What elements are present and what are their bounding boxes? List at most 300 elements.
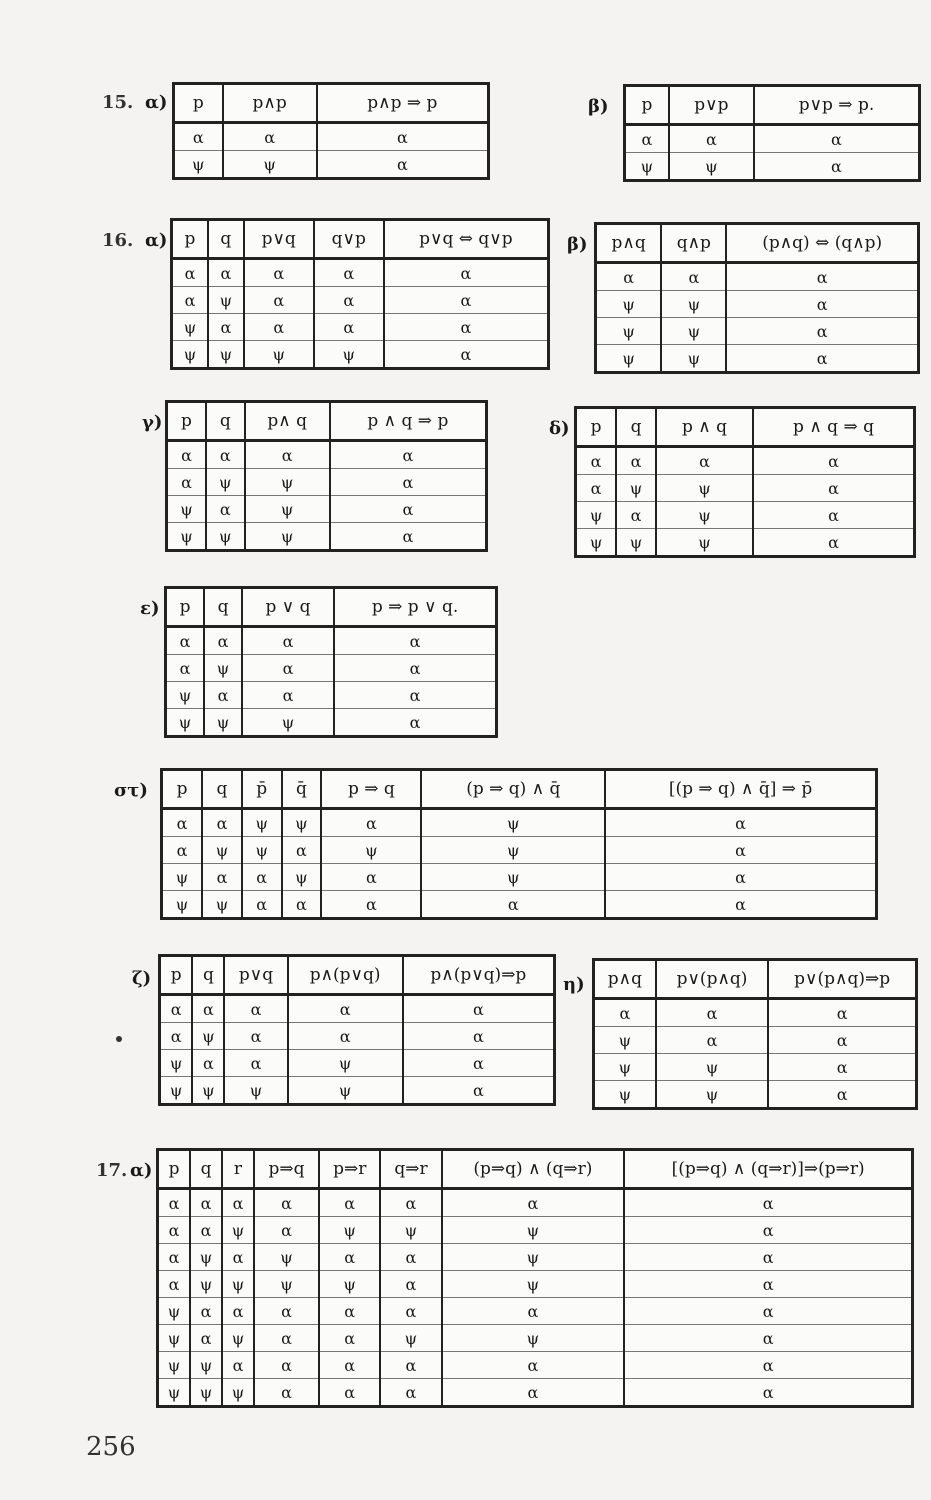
- truth-value-cell: α: [242, 864, 282, 891]
- truth-value-cell: ψ: [319, 1217, 380, 1244]
- truth-value-cell: α: [319, 1189, 380, 1217]
- truth-value-cell: α: [661, 263, 726, 291]
- truth-value-cell: α: [384, 259, 549, 287]
- truth-value-cell: α: [222, 1352, 254, 1379]
- truth-value-cell: α: [442, 1379, 625, 1407]
- truth-value-cell: α: [192, 1050, 224, 1077]
- truth-value-cell: α: [605, 809, 876, 837]
- truth-value-cell: ψ: [254, 1244, 319, 1271]
- column-header: p⇒r: [319, 1150, 380, 1189]
- label-16c: γ): [142, 412, 163, 433]
- truth-value-cell: α: [754, 125, 920, 153]
- table-row: [160, 1023, 555, 1050]
- truth-value-cell: α: [204, 682, 242, 709]
- truth-value-cell: α: [616, 502, 656, 529]
- truth-value-cell: ψ: [172, 341, 209, 369]
- column-header: q: [208, 220, 244, 259]
- table-row: [166, 655, 497, 682]
- truth-value-cell: α: [319, 1325, 380, 1352]
- truth-value-cell: ψ: [223, 151, 317, 179]
- truth-value-cell: α: [384, 314, 549, 341]
- truth-value-cell: α: [254, 1379, 319, 1407]
- table-row: [162, 891, 877, 919]
- truth-value-cell: ψ: [160, 1050, 193, 1077]
- column-header: q∨p: [314, 220, 384, 259]
- truth-value-cell: α: [330, 523, 487, 551]
- column-header: q: [206, 402, 245, 441]
- table-row: [158, 1325, 913, 1352]
- truth-value-cell: ψ: [174, 151, 223, 179]
- truth-value-cell: α: [656, 1027, 769, 1054]
- column-header: p∧q: [596, 224, 662, 263]
- table-row: [158, 1298, 913, 1325]
- table-row: [166, 682, 497, 709]
- table-row: [160, 1077, 555, 1105]
- column-header: p∨(p∧q): [656, 960, 769, 999]
- truth-value-cell: α: [334, 655, 496, 682]
- truth-value-cell: α: [334, 627, 496, 655]
- truth-value-cell: α: [319, 1379, 380, 1407]
- truth-table-16d: [574, 406, 916, 558]
- label-16b: β): [567, 234, 588, 255]
- truth-value-cell: α: [625, 125, 669, 153]
- table-row: [162, 837, 877, 864]
- truth-value-cell: ψ: [202, 837, 242, 864]
- label-15a: α): [145, 92, 168, 113]
- truth-value-cell: α: [224, 1050, 287, 1077]
- truth-value-cell: α: [669, 125, 754, 153]
- table-row: [625, 125, 920, 153]
- truth-value-cell: ψ: [204, 655, 242, 682]
- column-header: p: [166, 588, 205, 627]
- truth-value-cell: α: [576, 447, 617, 475]
- column-header: p∨(p∧q)⇒p: [768, 960, 916, 999]
- truth-value-cell: α: [442, 1189, 625, 1217]
- truth-value-cell: ψ: [596, 318, 662, 345]
- truth-value-cell: α: [334, 709, 496, 737]
- truth-value-cell: α: [254, 1325, 319, 1352]
- truth-value-cell: α: [624, 1352, 912, 1379]
- truth-value-cell: ψ: [254, 1271, 319, 1298]
- label-17a: α): [130, 1160, 153, 1181]
- truth-value-cell: α: [166, 627, 205, 655]
- truth-value-cell: ψ: [656, 475, 753, 502]
- table-row: [596, 263, 919, 291]
- truth-value-cell: α: [223, 123, 317, 151]
- truth-table-16b: [594, 222, 920, 374]
- truth-value-cell: ψ: [167, 496, 207, 523]
- truth-value-cell: α: [202, 864, 242, 891]
- truth-value-cell: α: [726, 263, 918, 291]
- table-row: [162, 809, 877, 837]
- column-header: q: [190, 1150, 222, 1189]
- truth-value-cell: α: [206, 441, 245, 469]
- truth-value-cell: ψ: [242, 837, 282, 864]
- truth-value-cell: α: [753, 475, 914, 502]
- column-header: p∨q ⇔ q∨p: [384, 220, 549, 259]
- column-header: p: [625, 86, 669, 125]
- column-header: p∧q: [594, 960, 656, 999]
- exercise-number-15: 15.: [102, 92, 134, 113]
- table-row: [167, 496, 487, 523]
- truth-value-cell: ψ: [442, 1325, 625, 1352]
- truth-value-cell: α: [754, 153, 920, 181]
- truth-value-cell: α: [208, 314, 244, 341]
- truth-value-cell: ψ: [204, 709, 242, 737]
- truth-value-cell: α: [288, 995, 403, 1023]
- truth-value-cell: ψ: [224, 1077, 287, 1105]
- column-header: p ∧ q: [656, 408, 753, 447]
- truth-value-cell: α: [442, 1352, 625, 1379]
- column-header: q̄: [282, 770, 322, 809]
- table-row: [162, 864, 877, 891]
- truth-value-cell: ψ: [206, 523, 245, 551]
- truth-value-cell: α: [624, 1244, 912, 1271]
- truth-value-cell: α: [202, 809, 242, 837]
- column-header: p: [158, 1150, 191, 1189]
- exercise-number-16: 16.: [102, 230, 134, 251]
- truth-value-cell: ψ: [206, 469, 245, 496]
- table-row: [174, 123, 489, 151]
- truth-value-cell: α: [317, 123, 489, 151]
- truth-table-16a: [170, 218, 550, 370]
- truth-value-cell: ψ: [282, 864, 322, 891]
- truth-value-cell: α: [242, 682, 334, 709]
- truth-value-cell: α: [190, 1189, 222, 1217]
- truth-value-cell: α: [317, 151, 489, 179]
- table-row: [158, 1244, 913, 1271]
- truth-value-cell: α: [380, 1298, 441, 1325]
- column-header: p∨p ⇒ p.: [754, 86, 920, 125]
- truth-value-cell: ψ: [222, 1217, 254, 1244]
- table-row: [594, 1054, 917, 1081]
- truth-value-cell: α: [330, 496, 487, 523]
- truth-value-cell: α: [206, 496, 245, 523]
- table-row: [158, 1217, 913, 1244]
- truth-value-cell: ψ: [172, 314, 209, 341]
- truth-value-cell: α: [204, 627, 242, 655]
- truth-value-cell: α: [244, 287, 314, 314]
- label-16a: α): [145, 230, 168, 251]
- truth-value-cell: α: [158, 1244, 191, 1271]
- truth-value-cell: α: [245, 441, 330, 469]
- truth-value-cell: α: [208, 259, 244, 287]
- truth-value-cell: ψ: [245, 469, 330, 496]
- truth-value-cell: α: [605, 837, 876, 864]
- truth-value-cell: α: [192, 995, 224, 1023]
- truth-value-cell: α: [224, 995, 287, 1023]
- table-row: [576, 502, 915, 529]
- truth-value-cell: ψ: [222, 1271, 254, 1298]
- column-header: r: [222, 1150, 254, 1189]
- table-row: [625, 153, 920, 181]
- truth-value-cell: ψ: [380, 1325, 441, 1352]
- label-16d: δ): [549, 418, 570, 439]
- column-header: p ∧ q ⇒ p: [330, 402, 487, 441]
- truth-value-cell: α: [624, 1298, 912, 1325]
- truth-value-cell: α: [421, 891, 605, 919]
- truth-value-cell: α: [656, 999, 769, 1027]
- table-row: [596, 345, 919, 373]
- truth-value-cell: ψ: [442, 1271, 625, 1298]
- label-15b: β): [588, 96, 609, 117]
- truth-value-cell: α: [190, 1298, 222, 1325]
- table-row: [576, 447, 915, 475]
- table-row: [158, 1271, 913, 1298]
- truth-value-cell: α: [162, 837, 203, 864]
- truth-value-cell: α: [222, 1189, 254, 1217]
- truth-value-cell: α: [616, 447, 656, 475]
- table-row: [594, 1027, 917, 1054]
- truth-value-cell: α: [380, 1189, 441, 1217]
- column-header: p ⇒ q: [321, 770, 421, 809]
- truth-value-cell: α: [190, 1217, 222, 1244]
- truth-value-cell: α: [224, 1023, 287, 1050]
- truth-value-cell: ψ: [319, 1271, 380, 1298]
- column-header: p∧p ⇒ p: [317, 84, 489, 123]
- truth-value-cell: α: [768, 1081, 916, 1109]
- truth-value-cell: ψ: [245, 496, 330, 523]
- truth-value-cell: α: [160, 1023, 193, 1050]
- table-row: [174, 151, 489, 179]
- truth-value-cell: ψ: [625, 153, 669, 181]
- page-number: 256: [86, 1432, 136, 1462]
- truth-value-cell: α: [314, 287, 384, 314]
- truth-table-16st: [160, 768, 878, 920]
- table-row: [166, 627, 497, 655]
- label-16z: ζ): [132, 968, 152, 989]
- truth-value-cell: ψ: [656, 1054, 769, 1081]
- truth-value-cell: α: [624, 1379, 912, 1407]
- table-row: [158, 1189, 913, 1217]
- truth-value-cell: ψ: [656, 529, 753, 557]
- truth-value-cell: ψ: [596, 345, 662, 373]
- truth-value-cell: ψ: [594, 1054, 656, 1081]
- label-16st: στ): [114, 780, 148, 801]
- column-header: p: [167, 402, 207, 441]
- truth-value-cell: ψ: [192, 1023, 224, 1050]
- truth-value-cell: ψ: [282, 809, 322, 837]
- table-row: [594, 1081, 917, 1109]
- truth-value-cell: α: [384, 341, 549, 369]
- column-header: q: [192, 956, 224, 995]
- truth-table-16h: [592, 958, 918, 1110]
- truth-value-cell: α: [321, 864, 421, 891]
- truth-value-cell: α: [172, 259, 209, 287]
- truth-value-cell: ψ: [158, 1352, 191, 1379]
- truth-value-cell: ψ: [245, 523, 330, 551]
- column-header: q∧p: [661, 224, 726, 263]
- truth-value-cell: α: [442, 1298, 625, 1325]
- table-row: [166, 709, 497, 737]
- column-header: p∨p: [669, 86, 754, 125]
- truth-value-cell: ψ: [190, 1352, 222, 1379]
- truth-value-cell: ψ: [190, 1244, 222, 1271]
- table-row: [172, 259, 549, 287]
- column-header: p∨q: [224, 956, 287, 995]
- truth-value-cell: ψ: [661, 291, 726, 318]
- truth-table-16c: [165, 400, 488, 552]
- column-header: (p ⇒ q) ∧ q̄: [421, 770, 605, 809]
- truth-value-cell: α: [172, 287, 209, 314]
- truth-value-cell: ψ: [661, 345, 726, 373]
- truth-value-cell: ψ: [208, 341, 244, 369]
- truth-value-cell: α: [624, 1189, 912, 1217]
- truth-value-cell: ψ: [380, 1217, 441, 1244]
- truth-value-cell: ψ: [222, 1379, 254, 1407]
- truth-value-cell: α: [282, 837, 322, 864]
- truth-value-cell: ψ: [442, 1244, 625, 1271]
- truth-value-cell: ψ: [421, 837, 605, 864]
- truth-value-cell: ψ: [661, 318, 726, 345]
- truth-value-cell: α: [726, 345, 918, 373]
- truth-value-cell: ψ: [190, 1379, 222, 1407]
- table-row: [160, 995, 555, 1023]
- column-header: p ∨ q: [242, 588, 334, 627]
- column-header: p∧ q: [245, 402, 330, 441]
- truth-value-cell: ψ: [158, 1298, 191, 1325]
- truth-value-cell: ψ: [202, 891, 242, 919]
- column-header: p∧(p∨q)⇒p: [403, 956, 555, 995]
- truth-value-cell: ψ: [162, 891, 203, 919]
- truth-value-cell: α: [242, 891, 282, 919]
- truth-value-cell: α: [768, 1054, 916, 1081]
- truth-table-17a: [156, 1148, 914, 1408]
- truth-value-cell: α: [288, 1023, 403, 1050]
- table-row: [172, 314, 549, 341]
- truth-value-cell: α: [244, 314, 314, 341]
- truth-value-cell: ψ: [421, 864, 605, 891]
- column-header: p: [576, 408, 617, 447]
- table-row: [172, 287, 549, 314]
- truth-value-cell: α: [242, 655, 334, 682]
- truth-value-cell: ψ: [616, 529, 656, 557]
- truth-table-15b: [623, 84, 921, 182]
- truth-value-cell: α: [605, 864, 876, 891]
- truth-value-cell: α: [254, 1298, 319, 1325]
- truth-table-16e: [164, 586, 498, 738]
- truth-value-cell: α: [222, 1298, 254, 1325]
- truth-value-cell: ψ: [656, 502, 753, 529]
- truth-value-cell: α: [254, 1189, 319, 1217]
- truth-value-cell: α: [174, 123, 223, 151]
- table-row: [594, 999, 917, 1027]
- truth-value-cell: α: [222, 1244, 254, 1271]
- truth-value-cell: ψ: [321, 837, 421, 864]
- column-header: p∧(p∨q): [288, 956, 403, 995]
- truth-value-cell: α: [330, 469, 487, 496]
- truth-value-cell: α: [726, 291, 918, 318]
- label-16h: η): [563, 974, 585, 995]
- truth-value-cell: α: [380, 1244, 441, 1271]
- truth-value-cell: α: [384, 287, 549, 314]
- column-header: (p⇒q) ∧ (q⇒r): [442, 1150, 625, 1189]
- column-header: p∧p: [223, 84, 317, 123]
- truth-value-cell: α: [254, 1217, 319, 1244]
- column-header: p: [160, 956, 193, 995]
- table-row: [172, 341, 549, 369]
- truth-value-cell: ψ: [576, 529, 617, 557]
- column-header: p ⇒ p ∨ q.: [334, 588, 496, 627]
- truth-value-cell: ψ: [288, 1077, 403, 1105]
- column-header: q⇒r: [380, 1150, 441, 1189]
- truth-value-cell: ψ: [158, 1379, 191, 1407]
- truth-value-cell: α: [403, 995, 555, 1023]
- truth-value-cell: ψ: [242, 809, 282, 837]
- column-header: q: [204, 588, 242, 627]
- truth-value-cell: α: [380, 1271, 441, 1298]
- truth-value-cell: ψ: [162, 864, 203, 891]
- table-row: [576, 529, 915, 557]
- truth-table-15a: [172, 82, 490, 180]
- truth-value-cell: α: [576, 475, 617, 502]
- truth-value-cell: ψ: [594, 1081, 656, 1109]
- truth-value-cell: α: [656, 447, 753, 475]
- table-row: [167, 523, 487, 551]
- column-header: (p∧q) ⇔ (q∧p): [726, 224, 918, 263]
- column-header: p̄: [242, 770, 282, 809]
- truth-value-cell: ψ: [244, 341, 314, 369]
- truth-value-cell: α: [160, 995, 193, 1023]
- truth-value-cell: ψ: [192, 1077, 224, 1105]
- truth-value-cell: ψ: [314, 341, 384, 369]
- truth-value-cell: α: [242, 627, 334, 655]
- truth-value-cell: ψ: [167, 523, 207, 551]
- table-row: [158, 1379, 913, 1407]
- exercise-number-17: 17.: [96, 1160, 128, 1181]
- column-header: p⇒q: [254, 1150, 319, 1189]
- truth-value-cell: ψ: [222, 1325, 254, 1352]
- truth-value-cell: ψ: [616, 475, 656, 502]
- truth-value-cell: α: [596, 263, 662, 291]
- truth-value-cell: α: [624, 1217, 912, 1244]
- truth-value-cell: ψ: [208, 287, 244, 314]
- table-row: [167, 469, 487, 496]
- truth-value-cell: α: [158, 1189, 191, 1217]
- truth-value-cell: α: [605, 891, 876, 919]
- truth-value-cell: α: [753, 502, 914, 529]
- truth-value-cell: α: [319, 1298, 380, 1325]
- truth-value-cell: ψ: [442, 1217, 625, 1244]
- stray-dot: [116, 1036, 122, 1042]
- column-header: p: [162, 770, 203, 809]
- truth-value-cell: α: [768, 1027, 916, 1054]
- truth-value-cell: α: [321, 891, 421, 919]
- column-header: [(p ⇒ q) ∧ q̄] ⇒ p̄: [605, 770, 876, 809]
- truth-value-cell: α: [768, 999, 916, 1027]
- truth-value-cell: α: [254, 1352, 319, 1379]
- column-header: p∨q: [244, 220, 314, 259]
- table-row: [596, 291, 919, 318]
- truth-value-cell: ψ: [160, 1077, 193, 1105]
- truth-value-cell: α: [624, 1271, 912, 1298]
- column-header: p ∧ q ⇒ q: [753, 408, 914, 447]
- column-header: p: [172, 220, 209, 259]
- truth-value-cell: ψ: [242, 709, 334, 737]
- truth-table-16z: [158, 954, 556, 1106]
- truth-value-cell: α: [726, 318, 918, 345]
- truth-value-cell: α: [403, 1077, 555, 1105]
- table-row: [596, 318, 919, 345]
- truth-value-cell: α: [158, 1271, 191, 1298]
- column-header: q: [616, 408, 656, 447]
- truth-value-cell: α: [334, 682, 496, 709]
- column-header: p: [174, 84, 223, 123]
- table-row: [167, 441, 487, 469]
- truth-value-cell: ψ: [656, 1081, 769, 1109]
- truth-value-cell: ψ: [166, 709, 205, 737]
- truth-value-cell: ψ: [166, 682, 205, 709]
